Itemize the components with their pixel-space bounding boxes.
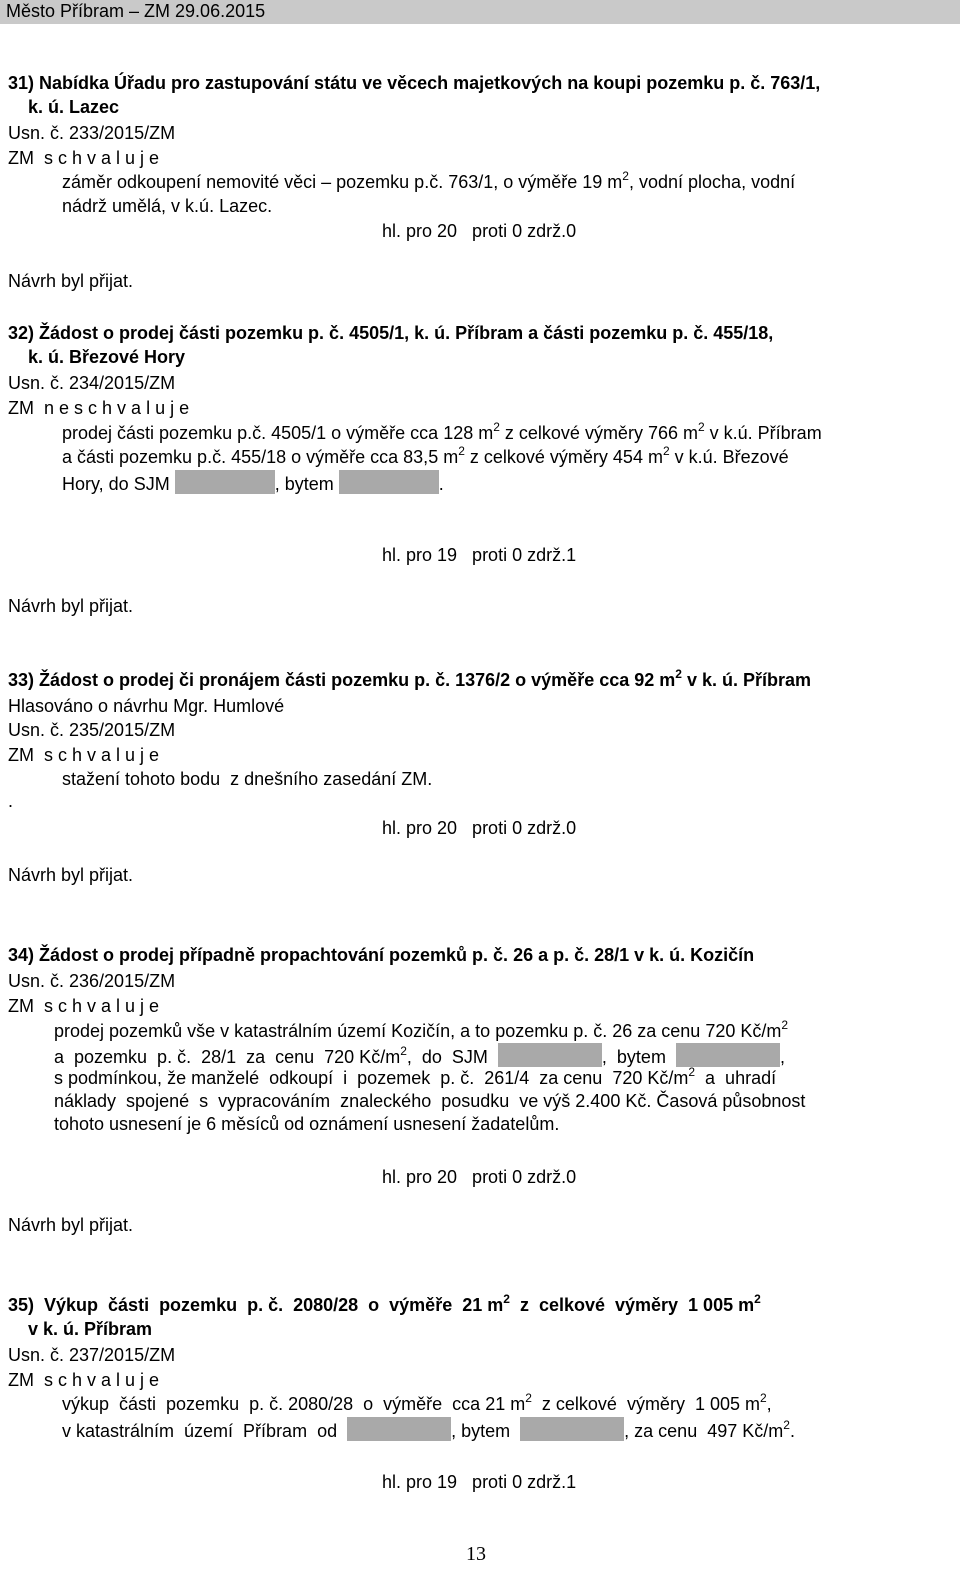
s35-t2a: v katastrálním území Příbram od (62, 1421, 338, 1441)
s31-verdict: s c h v a l u j e (44, 148, 160, 168)
s34-text-4: náklady spojené s vypracováním znaleckého posudku ve výš 2.400 Kč. Časová působnost (54, 1091, 806, 1111)
s35-t2d: . (789, 1421, 795, 1441)
s33-verdict: s c h v a l u j e (44, 745, 160, 765)
s32-t3a: Hory, do SJM (62, 474, 170, 494)
s35-verdict-line (8, 1369, 159, 1391)
s32-vote: hl. pro 19 proti 0 zdrž.1 (382, 545, 577, 565)
s31-text-1 (62, 171, 795, 195)
s34-t2b: , do SJM (406, 1047, 488, 1067)
s34-text-5: tohoto usnesení je 6 měsíců od oznámení usnesení žadatelům. (54, 1114, 560, 1134)
redaction-box (498, 1043, 602, 1067)
s34-t1s: 2 (781, 1018, 789, 1032)
page-header (0, 0, 960, 24)
s34-t3b: a uhradí (695, 1068, 777, 1088)
s32-t2a: a části pozemku p.č. 455/18 o výměře cca 83,5 m (62, 447, 459, 467)
s31-text-1b: , vodní plocha, vodní (628, 172, 796, 192)
s31-text-2: nádrž umělá, v k.ú. Lazec. (62, 196, 273, 216)
s31-text-1a: záměr odkoupení nemovité věci – pozemku p.č. 763/1, o výměře 19 m (62, 172, 623, 192)
s34-zm: ZM (8, 996, 34, 1016)
s32-t1b: z celkové výměry 766 m (499, 423, 698, 443)
s33-title (8, 669, 811, 693)
s35-zm: ZM (8, 1370, 34, 1390)
s35-t1b: z celkové výměry 1 005 m (531, 1394, 760, 1414)
s32-t1s2: 2 (697, 420, 705, 434)
s35-vote: hl. pro 19 proti 0 zdrž.1 (382, 1472, 577, 1492)
s32-title-1: 32) Žádost o prodej části pozemku p. č. 4505/1, k. ú. Příbram a části pozemku p. č. 455/18, (8, 323, 774, 343)
s35-title-sup: 2 (503, 1292, 510, 1306)
s32-text-3 (62, 470, 444, 495)
s32-t3c: . (438, 474, 444, 494)
s35-title-2: v k. ú. Příbram (28, 1319, 153, 1339)
s33-text: stažení tohoto bodu z dnešního zasedání ZM. (62, 769, 433, 789)
s33-title-sup: 2 (675, 667, 682, 681)
s32-text-2 (62, 446, 789, 470)
redaction-box (347, 1417, 451, 1441)
s34-t2d: , (779, 1047, 785, 1067)
s32-t2s2: 2 (662, 444, 670, 458)
s31-sup-1: 2 (622, 169, 629, 183)
s31-verdict-line (8, 147, 159, 169)
s32-t2b: z celkové výměry 454 m (464, 447, 663, 467)
s31-vote: hl. pro 20 proti 0 zdrž.0 (382, 221, 577, 241)
s33-dot: . (8, 791, 14, 811)
s32-t2s: 2 (458, 444, 465, 458)
s35-text-1 (62, 1393, 772, 1417)
s32-t3b: , bytem (274, 474, 334, 494)
s32-usn: Usn. č. 234/2015/ZM (8, 373, 176, 393)
s34-vote: hl. pro 20 proti 0 zdrž.0 (382, 1167, 577, 1187)
s33-usn: Usn. č. 235/2015/ZM (8, 720, 176, 740)
s32-zm: ZM (8, 398, 34, 418)
s34-t1a: prodej pozemků vše v katastrálním území Kozičín, a to pozemku p. č. 26 za cenu 720 Kč/m (54, 1021, 782, 1041)
s35-t2b: , bytem (451, 1421, 511, 1441)
s33-title-a: 33) Žádost o prodej či pronájem části pozemku p. č. 1376/2 o výměře cca 92 m (8, 670, 676, 690)
s34-text-3 (54, 1067, 776, 1091)
header-title: Město Příbram – ZM 29.06.2015 (6, 1, 266, 21)
s35-title-sup2: 2 (754, 1292, 761, 1306)
s34-usn: Usn. č. 236/2015/ZM (8, 971, 176, 991)
s31-zm: ZM (8, 148, 34, 168)
s35-t1c: , (766, 1394, 772, 1414)
s34-result: Návrh byl přijat. (8, 1215, 134, 1235)
s33-zm: ZM (8, 745, 34, 765)
s35-text-2 (62, 1417, 795, 1444)
s32-t1a: prodej části pozemku p.č. 4505/1 o výměře cca 128 m (62, 423, 494, 443)
s34-text-2 (54, 1043, 785, 1070)
s32-result: Návrh byl přijat. (8, 596, 134, 616)
s32-verdict: n e s c h v a l u j e (44, 398, 190, 418)
s31-usn: Usn. č. 233/2015/ZM (8, 123, 176, 143)
s32-t1s: 2 (493, 420, 500, 434)
s35-t1a: výkup části pozemku p. č. 2080/28 o výměře cca 21 m (62, 1394, 526, 1414)
s35-t1s: 2 (525, 1391, 532, 1405)
s33-note: Hlasováno o návrhu Mgr. Humlové (8, 696, 285, 716)
redaction-box (339, 470, 439, 494)
s34-title: 34) Žádost o prodej případně propachtování pozemků p. č. 26 a p. č. 28/1 v k. ú. Kozičín (8, 945, 755, 965)
s35-title-b: z celkové výměry 1 005 m (509, 1295, 755, 1315)
s34-t3s: 2 (688, 1065, 696, 1079)
s32-t2c: v k.ú. Březové (669, 447, 789, 467)
redaction-box (175, 470, 275, 494)
s35-title-a: 35) Výkup části pozemku p. č. 2080/28 o výměře 21 m (8, 1295, 504, 1315)
s35-verdict: s c h v a l u j e (44, 1370, 160, 1390)
redaction-box (520, 1417, 624, 1441)
s32-title-2: k. ú. Březové Hory (28, 347, 186, 367)
s34-t2a: a pozemku p. č. 28/1 za cenu 720 Kč/m (54, 1047, 401, 1067)
s34-t3a: s podmínkou, že manželé odkoupí i pozemek p. č. 261/4 za cenu 720 Kč/m (54, 1068, 689, 1088)
s33-result: Návrh byl přijat. (8, 865, 134, 885)
s35-title-1 (8, 1294, 761, 1318)
s33-title-b: v k. ú. Příbram (681, 670, 812, 690)
s33-vote: hl. pro 20 proti 0 zdrž.0 (382, 818, 577, 838)
s34-t2c: , bytem (601, 1047, 666, 1067)
s32-text-1 (62, 422, 822, 446)
redaction-box (676, 1043, 780, 1067)
s31-title-2: k. ú. Lazec (28, 97, 120, 117)
s34-verdict: s c h v a l u j e (44, 996, 160, 1016)
s32-t1c: v k.ú. Příbram (704, 423, 822, 443)
page-number: 13 (466, 1543, 486, 1565)
s35-t2s: 2 (783, 1418, 790, 1432)
s31-title-1: 31) Nabídka Úřadu pro zastupování státu ve věcech majetkových na koupi pozemku p. č. 763/1, (8, 73, 821, 93)
s31-result: Návrh byl přijat. (8, 271, 134, 291)
s34-text-1 (54, 1020, 788, 1044)
s34-t2s: 2 (400, 1044, 407, 1058)
s33-verdict-line (8, 744, 159, 766)
s34-verdict-line (8, 995, 159, 1017)
s32-verdict-line (8, 397, 189, 419)
s35-t2c: , za cenu 497 Kč/m (624, 1421, 784, 1441)
s35-usn: Usn. č. 237/2015/ZM (8, 1345, 176, 1365)
s35-t1s2: 2 (759, 1391, 767, 1405)
